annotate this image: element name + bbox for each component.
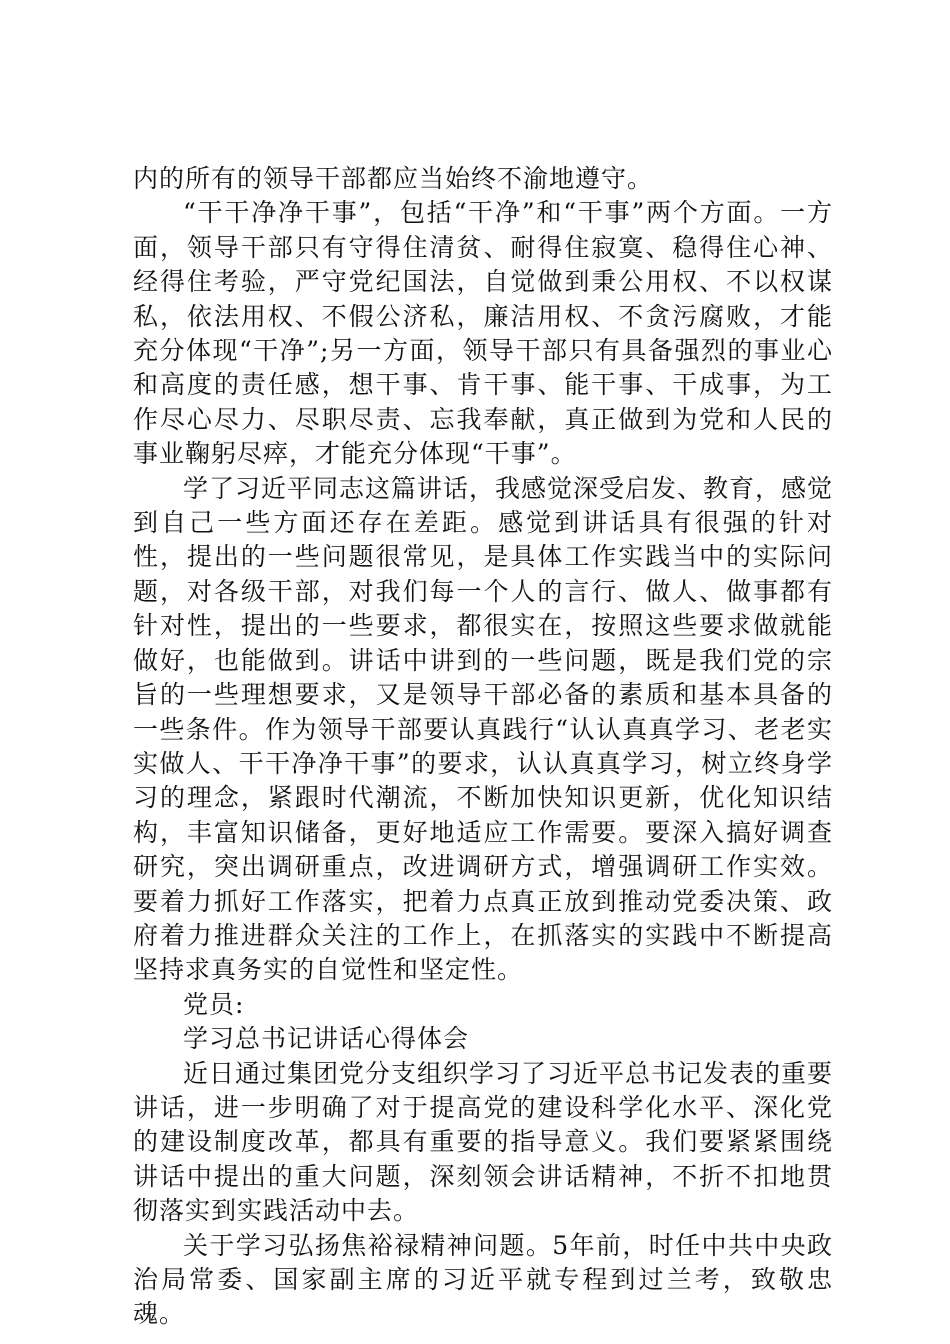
paragraph-recent-study: 近日通过集团党分支组织学习了习近平总书记发表的重要讲话，进一步明确了对于提高党的建设科学化水平、深化党的建设制度改革，都具有重要的指导意义。我们要紧紧围绕讲话中提出的重大问题，深刻领会讲话精神，不折不扣地贯彻落实到实践活动中去。 [133, 1058, 834, 1226]
document-body [133, 162, 833, 1332]
paragraph-continuation: 内的所有的领导干部都应当始终不渝地遵守。 [133, 164, 654, 193]
section-heading: 学习总书记讲话心得体会 [183, 1024, 470, 1054]
paragraph-learning-reflection: 学了习近平同志这篇讲话，我感觉深受启发、教育，感觉到自己一些方面还存在差距。感觉到讲话具有很强的针对性，提出的一些问题很常见，是具体工作实践当中的实际问题，对各级干部，对我们每一个人的言行、做人、做事都有针对性，提出的一些要求，都很实在，按照这些要求做就能做好，也能做到。讲话中讲到的一些问题，既是我们党的宗旨的一些理想要求，又是领导干部必备的素质和基本具备的一些条件。作为领导干部要认真践行“认认真真学习、老老实实做人、干干净净干事”的要求，认认真真学习，树立终身学习的理念，紧跟时代潮流，不断加快知识更新，优化知识结构，丰富知识储备，更好地适应工作需要。要深入搞好调查研究，突出调研重点，改进调研方式，增强调研工作实效。要着力抓好工作落实，把着力点真正放到推动党委决策、政府着力推进群众关注的工作上，在抓落实的实践中不断提高坚持求真务实的自觉性和坚定性。 [133, 473, 834, 985]
party-member-label: 党员: [183, 989, 245, 1019]
paragraph-jiao-yulu: 关于学习弘扬焦裕禄精神问题。5年前，时任中共中央政治局常委、国家副主席的习近平就专程到过兰考，致敬忠魂。 [133, 1230, 833, 1329]
paragraph-clean-work: “干干净净干事”，包括“干净”和“干事”两个方面。一方面，领导干部只有守得住清贫、耐得住寂寞、稳得住心神、经得住考验，严守党纪国法，自觉做到秉公用权、不以权谋私，依法用权、不假公济私，廉洁用权、不贪污腐败，才能充分体现“干净”;另一方面，领导干部只有具备强烈的事业心和高度的责任感，想干事、肯干事、能干事、干成事，为工作尽心尽力、尽职尽责、忘我奉献，真正做到为党和人民的事业鞠躬尽瘁，才能充分体现“干事”。 [133, 198, 833, 469]
